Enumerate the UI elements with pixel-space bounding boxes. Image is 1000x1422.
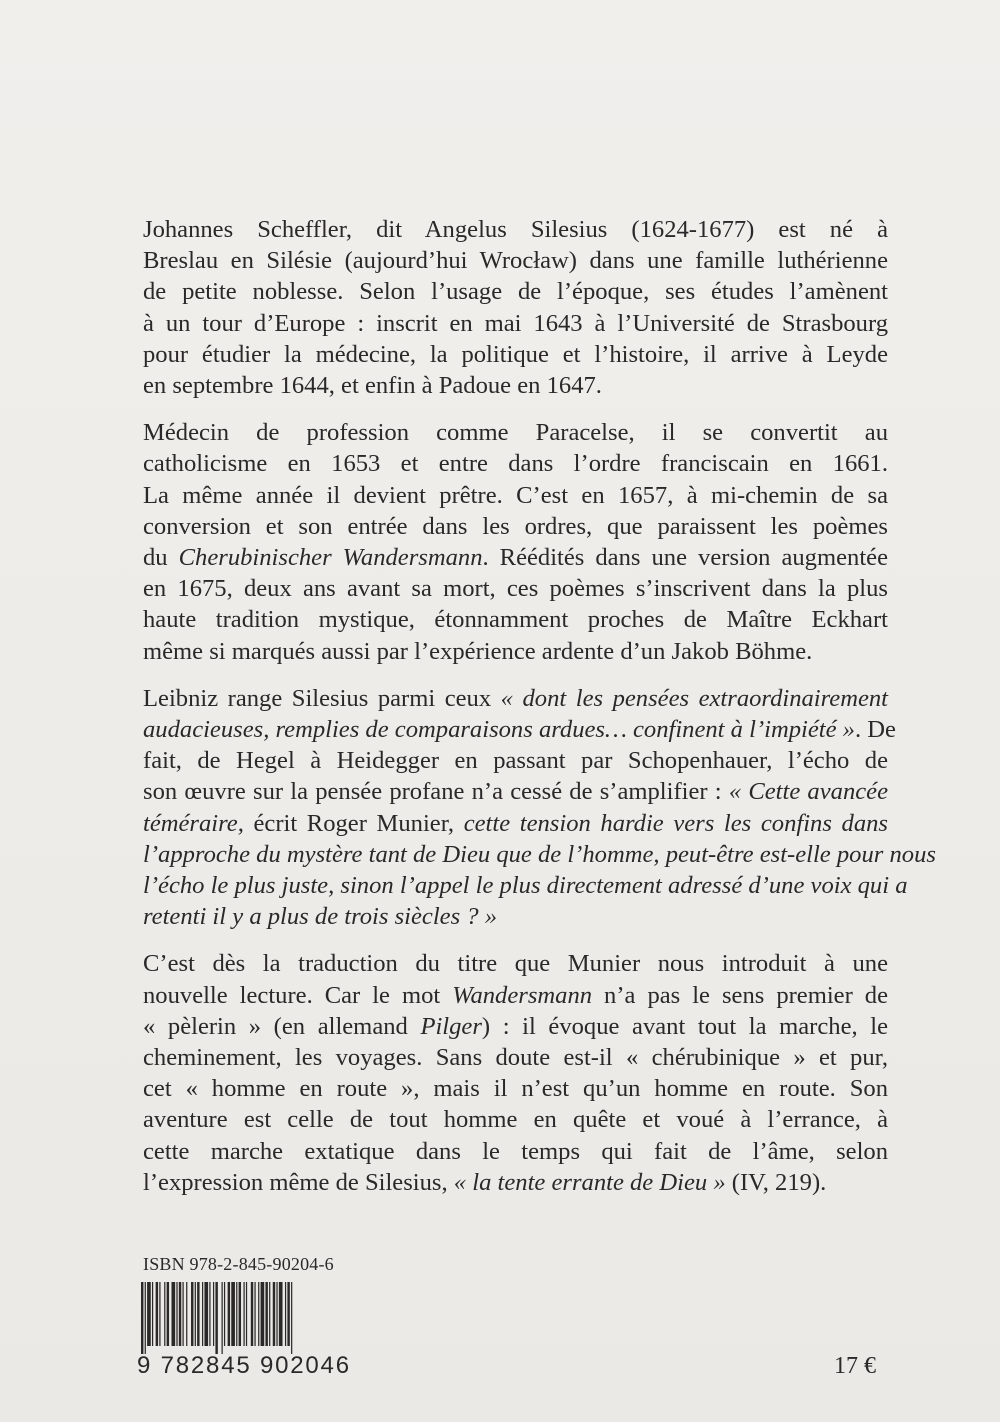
text-run: en 1675, deux ans avant sa mort, ces poèmes s’inscrivent dans la plus bbox=[143, 575, 888, 603]
barcode-bar bbox=[279, 1282, 283, 1346]
barcode-bar bbox=[224, 1282, 225, 1346]
italic-text: téméraire, bbox=[143, 809, 244, 837]
italic-text: l’écho le plus juste, sinon l’appel le plus directement adressé d’une voix qui a bbox=[143, 872, 908, 900]
text-run: (IV, 219). bbox=[725, 1168, 827, 1196]
book-description bbox=[143, 214, 936, 1214]
barcode-bar bbox=[167, 1282, 169, 1346]
text-line bbox=[143, 776, 888, 807]
barcode-bar bbox=[141, 1282, 143, 1354]
text-run: . De bbox=[854, 716, 896, 744]
italic-text: Pilger bbox=[420, 1012, 482, 1040]
barcode-bar bbox=[222, 1282, 223, 1354]
barcode-bar bbox=[195, 1282, 196, 1346]
text-line bbox=[143, 870, 908, 901]
text-run: son œuvre sur la pensée profane n’a cessé de s’amplifier : bbox=[143, 778, 729, 806]
barcode-bar bbox=[179, 1282, 181, 1346]
text-line bbox=[143, 604, 888, 635]
text-run: Johannes Scheffler, dit Angelus Silesius (1624-1677) est né à bbox=[143, 216, 888, 243]
text-line bbox=[143, 511, 888, 542]
text-run: à un tour d’Europe : inscrit en mai 1643 à l’Université de Strasbourg bbox=[143, 309, 888, 337]
text-run: Médecin de profession comme Paracelse, il se convertit au bbox=[143, 419, 888, 447]
text-line bbox=[143, 1011, 888, 1042]
barcode-bar bbox=[145, 1282, 146, 1354]
barcode-bar bbox=[164, 1282, 165, 1346]
text-run: haute tradition mystique, étonnamment proches de Maître Eckhart bbox=[143, 606, 888, 634]
text-line bbox=[143, 745, 888, 776]
paragraph bbox=[143, 417, 888, 667]
text-run: en septembre 1644, et enfin à Padoue en 1647. bbox=[143, 372, 602, 400]
italic-text: « dont les pensées extraordinairement bbox=[500, 684, 889, 712]
barcode-bar bbox=[152, 1282, 153, 1346]
text-line bbox=[143, 308, 888, 339]
text-line bbox=[143, 683, 888, 714]
text-run: C’est dès la traduction du titre que Munier nous introduit à une bbox=[143, 950, 888, 978]
text-run: du bbox=[143, 544, 179, 572]
paragraph bbox=[143, 214, 888, 401]
text-line bbox=[143, 214, 888, 245]
text-run: Leibniz range Silesius parmi ceux bbox=[143, 684, 501, 712]
barcode-bar bbox=[182, 1282, 183, 1346]
text-line bbox=[143, 1042, 888, 1073]
text-run: aventure est celle de tout homme en quête et voué à l’errance, à bbox=[143, 1106, 888, 1134]
barcode-bar bbox=[258, 1282, 259, 1346]
italic-text: Wandersmann bbox=[452, 981, 593, 1009]
barcode-bar bbox=[159, 1282, 160, 1346]
text-line bbox=[143, 839, 936, 870]
text-line bbox=[143, 1073, 888, 1104]
italic-text: « Cette avancée bbox=[728, 778, 888, 806]
text-run: de petite noblesse. Selon l’usage de l’époque, ses études l’amènent bbox=[143, 278, 888, 306]
text-run: cet « homme en route », mais il n’est qu’un homme en route. Son bbox=[143, 1075, 888, 1103]
text-run: cheminement, les voyages. Sans doute est-il « chérubinique » et pur, bbox=[143, 1044, 888, 1072]
barcode-bar bbox=[228, 1282, 230, 1346]
text-run: La même année il devient prêtre. C’est en 1657, à mi-chemin de sa bbox=[143, 481, 888, 509]
text-run: l’expression même de Silesius, bbox=[143, 1168, 454, 1196]
barcode-bar bbox=[246, 1282, 247, 1346]
barcode-bar bbox=[147, 1282, 151, 1346]
barcode-bar bbox=[186, 1282, 187, 1346]
barcode-bar bbox=[204, 1282, 208, 1346]
text-run: fait, de Hegel à Heidegger en passant par Schopenhauer, l’écho de bbox=[143, 747, 888, 775]
text-line bbox=[143, 1167, 888, 1198]
text-line bbox=[143, 1136, 888, 1167]
barcode-bar bbox=[285, 1282, 286, 1346]
barcode-bar bbox=[236, 1282, 237, 1346]
paragraph bbox=[143, 948, 888, 1198]
barcode-bar bbox=[213, 1282, 214, 1346]
text-run: écrit Roger Munier, bbox=[243, 809, 464, 837]
paragraph bbox=[143, 683, 936, 933]
text-line bbox=[143, 417, 888, 448]
barcode-bar bbox=[287, 1282, 289, 1346]
text-line bbox=[143, 542, 888, 573]
text-line bbox=[143, 901, 888, 932]
text-run: même si marqués aussi par l’expérience ardente d’un Jakob Böhme. bbox=[143, 637, 813, 665]
price-label: 17 € bbox=[834, 1353, 876, 1379]
barcode-bar bbox=[239, 1282, 241, 1346]
text-line bbox=[143, 448, 888, 479]
barcode-bar bbox=[156, 1282, 158, 1346]
text-run: cette marche extatique dans le temps qui fait de l’âme, selon bbox=[143, 1137, 888, 1165]
italic-text: « la tente errante de Dieu » bbox=[453, 1168, 726, 1196]
text-line bbox=[143, 1104, 888, 1135]
text-run: nouvelle lecture. Car le mot bbox=[143, 981, 453, 1009]
barcode-bar bbox=[197, 1282, 199, 1346]
text-line bbox=[143, 573, 888, 604]
barcode-bar bbox=[231, 1282, 235, 1346]
barcode-bar bbox=[269, 1282, 270, 1346]
text-run: . Réédités dans une version augmentée bbox=[482, 544, 888, 572]
text-line bbox=[143, 245, 888, 276]
barcode-bar bbox=[265, 1282, 267, 1346]
barcode-bar bbox=[191, 1282, 193, 1346]
barcode-bar bbox=[254, 1282, 255, 1346]
barcode-bar bbox=[176, 1282, 177, 1346]
text-line bbox=[143, 370, 888, 401]
text-line bbox=[143, 636, 888, 667]
italic-text: audacieuses, remplies de comparaisons ardues… confinent à l’impiété » bbox=[143, 716, 855, 744]
text-line bbox=[143, 808, 888, 839]
text-line bbox=[143, 480, 888, 511]
text-line bbox=[143, 339, 888, 370]
text-line bbox=[143, 980, 888, 1011]
barcode-digits: 9 782845 902046 bbox=[137, 1352, 351, 1379]
text-line bbox=[143, 948, 888, 979]
barcode-bar bbox=[172, 1282, 176, 1346]
barcode-bar bbox=[273, 1282, 275, 1346]
text-line bbox=[143, 714, 896, 745]
isbn-label: ISBN 978-2-845-90204-6 bbox=[143, 1254, 334, 1274]
barcode-bar bbox=[243, 1282, 244, 1346]
italic-text: l’approche du mystère tant de Dieu que de l’homme, peut-être est-elle pour nous bbox=[143, 840, 936, 868]
text-run: « pèlerin » (en allemand bbox=[143, 1012, 421, 1040]
text-run: n’a pas le sens premier de bbox=[592, 981, 888, 1009]
text-run: conversion et son entrée dans les ordres, que paraissent les poèmes bbox=[143, 512, 888, 540]
text-run: catholicisme en 1653 et entre dans l’ordre franciscain en 1661. bbox=[143, 450, 888, 478]
text-run: pour étudier la médecine, la politique et l’histoire, il arrive à Leyde bbox=[143, 340, 888, 368]
italic-text: cette tension hardie vers les confins dans bbox=[463, 809, 888, 837]
barcode-bar bbox=[209, 1282, 210, 1346]
text-run: Breslau en Silésie (aujourd’hui Wrocław) dans une famille luthérienne bbox=[143, 247, 888, 275]
text-run: ) : il évoque avant tout la marche, le bbox=[481, 1012, 888, 1040]
barcode-bar bbox=[291, 1282, 292, 1354]
text-line bbox=[143, 276, 888, 307]
italic-text: retenti il y a plus de trois siècles ? » bbox=[143, 903, 498, 931]
barcode-bar bbox=[276, 1282, 277, 1346]
barcode-bar bbox=[215, 1282, 217, 1354]
barcode-bar bbox=[261, 1282, 265, 1346]
barcode-bar bbox=[202, 1282, 203, 1346]
barcode-bar bbox=[251, 1282, 253, 1346]
italic-text: Cherubinischer Wandersmann bbox=[178, 544, 483, 572]
